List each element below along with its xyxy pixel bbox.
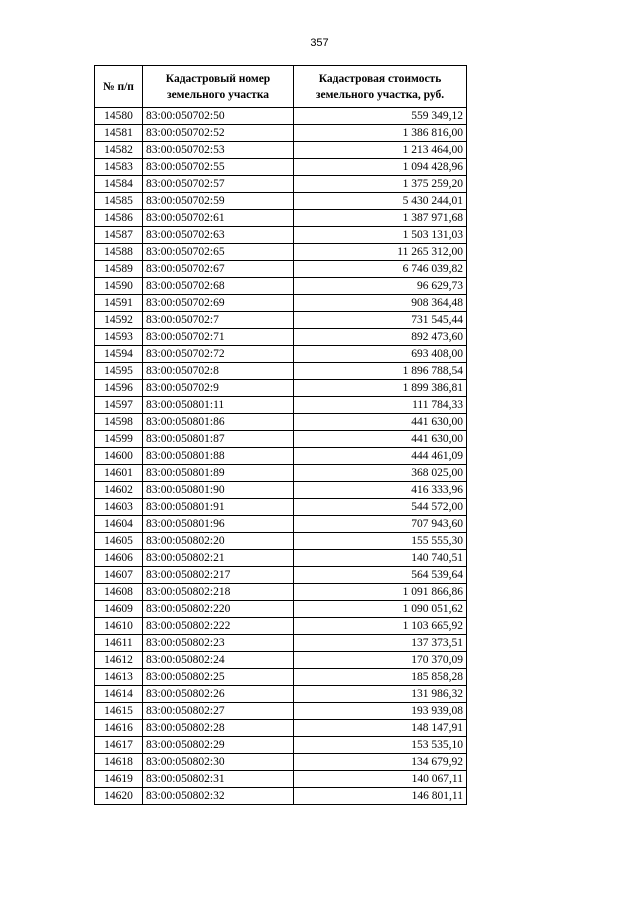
- table-row: [95, 567, 467, 584]
- cadastral-number: 83:00:050702:57: [143, 176, 294, 193]
- cadastral-number: 83:00:050802:26: [143, 686, 294, 703]
- row-number: 14610: [95, 618, 143, 635]
- cadastral-value: 1 899 386,81: [294, 380, 467, 397]
- cadastral-value: 146 801,11: [294, 788, 467, 805]
- table-row: [95, 788, 467, 805]
- row-number: 14615: [95, 703, 143, 720]
- row-number: 14588: [95, 244, 143, 261]
- table-row: [95, 227, 467, 244]
- cadastral-value: 892 473,60: [294, 329, 467, 346]
- cadastral-number: 83:00:050802:31: [143, 771, 294, 788]
- cadastral-number: 83:00:050802:20: [143, 533, 294, 550]
- cadastral-value: 559 349,12: [294, 108, 467, 125]
- cadastral-value: 131 986,32: [294, 686, 467, 703]
- table-row: [95, 652, 467, 669]
- row-number: 14612: [95, 652, 143, 669]
- table-row: [95, 176, 467, 193]
- table-row: [95, 635, 467, 652]
- table-row: [95, 516, 467, 533]
- row-number: 14609: [95, 601, 143, 618]
- table-header: [95, 66, 467, 108]
- cadastral-number: 83:00:050801:89: [143, 465, 294, 482]
- cadastral-value: 148 147,91: [294, 720, 467, 737]
- cadastral-number: 83:00:050702:71: [143, 329, 294, 346]
- cadastral-value: 140 740,51: [294, 550, 467, 567]
- cadastral-value: 111 784,33: [294, 397, 467, 414]
- cadastral-number: 83:00:050802:29: [143, 737, 294, 754]
- table-row: [95, 108, 467, 125]
- cadastral-value: 155 555,30: [294, 533, 467, 550]
- table-row: [95, 244, 467, 261]
- row-number: 14594: [95, 346, 143, 363]
- cadastral-number: 83:00:050702:7: [143, 312, 294, 329]
- row-number: 14599: [95, 431, 143, 448]
- cadastral-number: 83:00:050702:8: [143, 363, 294, 380]
- row-number: 14611: [95, 635, 143, 652]
- cadastral-number: 83:00:050702:63: [143, 227, 294, 244]
- page-number: 357: [310, 37, 329, 49]
- header-value: Кадастровая стоимость земельного участка, руб.: [294, 66, 467, 108]
- cadastral-value: 707 943,60: [294, 516, 467, 533]
- header-code: Кадастровый номер земельного участка: [143, 66, 294, 108]
- cadastral-number: 83:00:050802:28: [143, 720, 294, 737]
- table-row: [95, 414, 467, 431]
- table-row: [95, 482, 467, 499]
- table-row: [95, 771, 467, 788]
- table-row: [95, 142, 467, 159]
- cadastral-number: 83:00:050802:218: [143, 584, 294, 601]
- cadastral-number: 83:00:050801:11: [143, 397, 294, 414]
- cadastral-number: 83:00:050802:24: [143, 652, 294, 669]
- cadastral-number: 83:00:050702:52: [143, 125, 294, 142]
- table-row: [95, 312, 467, 329]
- table-row: [95, 210, 467, 227]
- cadastral-value: 1 091 866,86: [294, 584, 467, 601]
- row-number: 14619: [95, 771, 143, 788]
- table-row: [95, 261, 467, 278]
- table-row: [95, 703, 467, 720]
- table-row: [95, 278, 467, 295]
- table-row: [95, 618, 467, 635]
- header-row: [95, 66, 467, 108]
- cadastral-value: 1 503 131,03: [294, 227, 467, 244]
- cadastral-value: 6 746 039,82: [294, 261, 467, 278]
- cadastral-number: 83:00:050702:69: [143, 295, 294, 312]
- cadastral-number: 83:00:050801:86: [143, 414, 294, 431]
- row-number: 14606: [95, 550, 143, 567]
- row-number: 14589: [95, 261, 143, 278]
- row-number: 14595: [95, 363, 143, 380]
- cadastral-value: 1 375 259,20: [294, 176, 467, 193]
- cadastral-value: 441 630,00: [294, 431, 467, 448]
- cadastral-value: 134 679,92: [294, 754, 467, 771]
- table-row: [95, 533, 467, 550]
- table-row: [95, 448, 467, 465]
- row-number: 14614: [95, 686, 143, 703]
- cadastral-value: 193 939,08: [294, 703, 467, 720]
- cadastral-number: 83:00:050801:91: [143, 499, 294, 516]
- cadastre-table: [94, 65, 467, 805]
- row-number: 14620: [95, 788, 143, 805]
- cadastral-value: 444 461,09: [294, 448, 467, 465]
- table-row: [95, 295, 467, 312]
- row-number: 14608: [95, 584, 143, 601]
- row-number: 14584: [95, 176, 143, 193]
- cadastral-number: 83:00:050702:67: [143, 261, 294, 278]
- cadastral-value: 11 265 312,00: [294, 244, 467, 261]
- cadastral-number: 83:00:050802:222: [143, 618, 294, 635]
- row-number: 14587: [95, 227, 143, 244]
- cadastral-value: 731 545,44: [294, 312, 467, 329]
- cadastral-value: 1 896 788,54: [294, 363, 467, 380]
- cadastral-number: 83:00:050702:9: [143, 380, 294, 397]
- cadastral-number: 83:00:050702:72: [143, 346, 294, 363]
- table-row: [95, 686, 467, 703]
- row-number: 14603: [95, 499, 143, 516]
- table-row: [95, 397, 467, 414]
- row-number: 14618: [95, 754, 143, 771]
- cadastral-number: 83:00:050801:90: [143, 482, 294, 499]
- table-row: [95, 346, 467, 363]
- cadastral-value: 441 630,00: [294, 414, 467, 431]
- table-row: [95, 380, 467, 397]
- table-row: [95, 720, 467, 737]
- cadastral-value: 544 572,00: [294, 499, 467, 516]
- cadastral-number: 83:00:050702:68: [143, 278, 294, 295]
- cadastral-value: 416 333,96: [294, 482, 467, 499]
- table-row: [95, 737, 467, 754]
- row-number: 14601: [95, 465, 143, 482]
- cadastral-number: 83:00:050702:61: [143, 210, 294, 227]
- table-row: [95, 601, 467, 618]
- cadastral-value: 908 364,48: [294, 295, 467, 312]
- cadastral-value: 185 858,28: [294, 669, 467, 686]
- table-row: [95, 329, 467, 346]
- cadastral-number: 83:00:050702:59: [143, 193, 294, 210]
- cadastral-number: 83:00:050802:27: [143, 703, 294, 720]
- row-number: 14586: [95, 210, 143, 227]
- cadastral-number: 83:00:050802:32: [143, 788, 294, 805]
- cadastral-number: 83:00:050801:96: [143, 516, 294, 533]
- row-number: 14597: [95, 397, 143, 414]
- row-number: 14581: [95, 125, 143, 142]
- table-row: [95, 431, 467, 448]
- table-row: [95, 754, 467, 771]
- cadastral-value: 153 535,10: [294, 737, 467, 754]
- cadastral-number: 83:00:050802:23: [143, 635, 294, 652]
- row-number: 14600: [95, 448, 143, 465]
- cadastral-number: 83:00:050802:25: [143, 669, 294, 686]
- row-number: 14604: [95, 516, 143, 533]
- cadastral-value: 1 094 428,96: [294, 159, 467, 176]
- cadastral-value: 96 629,73: [294, 278, 467, 295]
- cadastral-value: 140 067,11: [294, 771, 467, 788]
- cadastral-value: 1 103 665,92: [294, 618, 467, 635]
- cadastral-number: 83:00:050702:65: [143, 244, 294, 261]
- row-number: 14613: [95, 669, 143, 686]
- row-number: 14590: [95, 278, 143, 295]
- row-number: 14617: [95, 737, 143, 754]
- table-row: [95, 363, 467, 380]
- cadastral-value: 564 539,64: [294, 567, 467, 584]
- cadastral-number: 83:00:050802:220: [143, 601, 294, 618]
- cadastral-number: 83:00:050802:30: [143, 754, 294, 771]
- row-number: 14596: [95, 380, 143, 397]
- table-row: [95, 125, 467, 142]
- row-number: 14605: [95, 533, 143, 550]
- cadastral-value: 5 430 244,01: [294, 193, 467, 210]
- table-row: [95, 159, 467, 176]
- cadastral-number: 83:00:050801:88: [143, 448, 294, 465]
- row-number: 14602: [95, 482, 143, 499]
- header-num: № п/п: [95, 66, 143, 108]
- table-body: [95, 108, 467, 805]
- row-number: 14616: [95, 720, 143, 737]
- cadastral-value: 693 408,00: [294, 346, 467, 363]
- table-row: [95, 499, 467, 516]
- cadastral-value: 1 387 971,68: [294, 210, 467, 227]
- cadastral-value: 1 213 464,00: [294, 142, 467, 159]
- cadastral-number: 83:00:050802:21: [143, 550, 294, 567]
- cadastral-value: 1 386 816,00: [294, 125, 467, 142]
- row-number: 14592: [95, 312, 143, 329]
- row-number: 14607: [95, 567, 143, 584]
- row-number: 14583: [95, 159, 143, 176]
- row-number: 14585: [95, 193, 143, 210]
- row-number: 14593: [95, 329, 143, 346]
- cadastral-number: 83:00:050801:87: [143, 431, 294, 448]
- cadastral-value: 1 090 051,62: [294, 601, 467, 618]
- table-row: [95, 550, 467, 567]
- cadastral-value: 368 025,00: [294, 465, 467, 482]
- cadastral-number: 83:00:050702:50: [143, 108, 294, 125]
- table-row: [95, 669, 467, 686]
- cadastral-number: 83:00:050702:55: [143, 159, 294, 176]
- cadastral-number: 83:00:050702:53: [143, 142, 294, 159]
- row-number: 14582: [95, 142, 143, 159]
- cadastral-value: 137 373,51: [294, 635, 467, 652]
- row-number: 14580: [95, 108, 143, 125]
- table-row: [95, 193, 467, 210]
- table-row: [95, 465, 467, 482]
- cadastral-number: 83:00:050802:217: [143, 567, 294, 584]
- row-number: 14598: [95, 414, 143, 431]
- row-number: 14591: [95, 295, 143, 312]
- cadastral-value: 170 370,09: [294, 652, 467, 669]
- table-row: [95, 584, 467, 601]
